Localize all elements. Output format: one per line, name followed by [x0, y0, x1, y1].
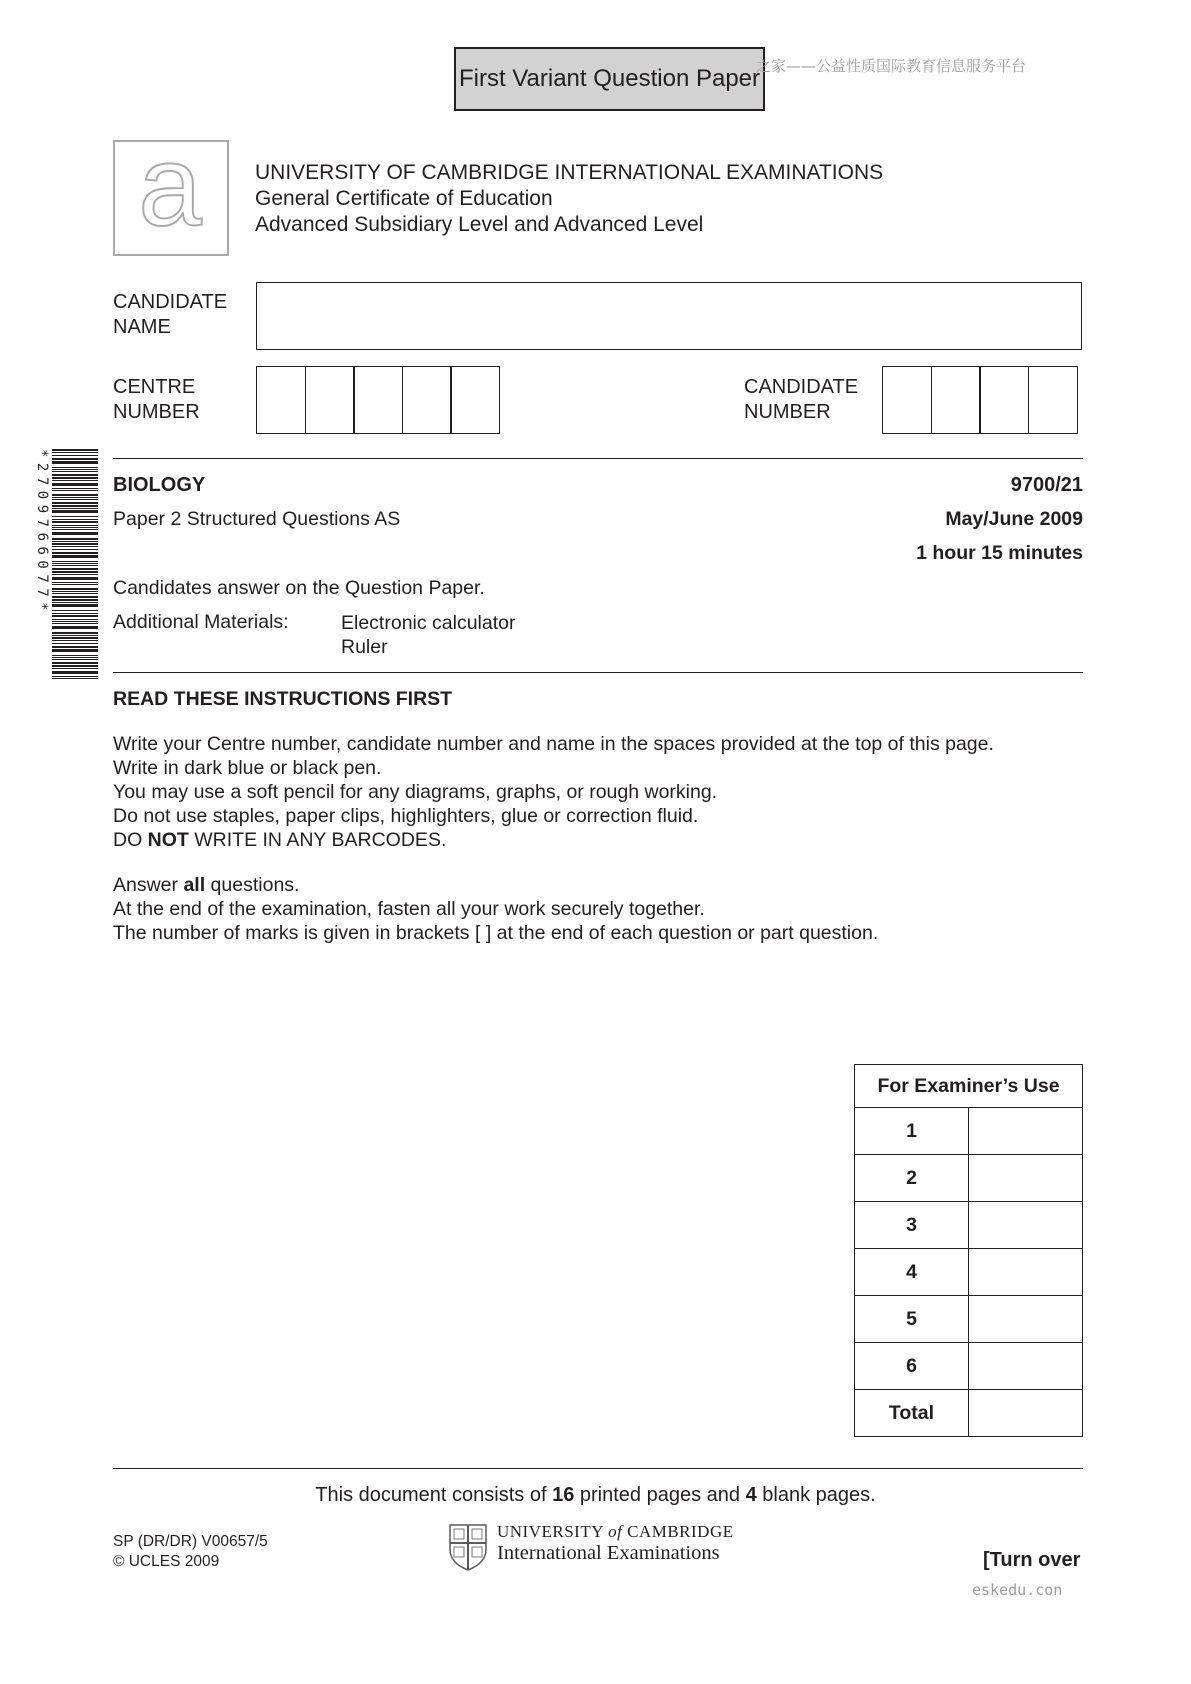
instructions-heading: READ THESE INSTRUCTIONS FIRST [113, 688, 453, 710]
barcode-bar [52, 662, 98, 664]
barcode-bar [52, 582, 98, 583]
page-count-note [0, 1484, 1191, 1507]
question-number: 6 [855, 1343, 969, 1390]
examiner-table-row [855, 1155, 1083, 1202]
material-item: Ruler [341, 636, 388, 658]
barcode-bar [52, 613, 98, 614]
mark-cell[interactable] [969, 1155, 1083, 1202]
barcode-bar [52, 676, 98, 677]
qualification-level: Advanced Subsidiary Level and Advanced Level [255, 213, 704, 236]
barcode-bar [52, 623, 98, 624]
page-count-text: This document consists of [315, 1484, 553, 1506]
barcode-bar [52, 502, 98, 504]
barcode-bar [52, 458, 98, 460]
barcode-bar [52, 505, 98, 507]
watermark-bottom: eskedu.con [972, 1581, 1063, 1599]
barcode-bar [52, 469, 98, 470]
barcode-bar [52, 555, 98, 558]
instruction-line [113, 828, 994, 852]
barcode-bar [52, 488, 98, 489]
barcode-bar [52, 449, 98, 451]
mark-cell[interactable] [969, 1108, 1083, 1155]
centre-number-label-line1: CENTRE [113, 376, 196, 398]
candidate-number-label-line1: CANDIDATE [744, 376, 859, 398]
centre-digit-box[interactable] [402, 366, 452, 434]
qualification: General Certificate of Education [255, 187, 553, 210]
barcode-bar [52, 591, 98, 592]
barcode-bar [52, 632, 98, 634]
barcode-bar [52, 461, 98, 464]
candidate-number-label [744, 375, 858, 425]
barcode-bar [52, 455, 98, 456]
barcode-bar [52, 543, 98, 545]
barcode-bar [52, 655, 98, 656]
barcode-bar [52, 527, 98, 528]
mark-cell[interactable] [969, 1202, 1083, 1249]
barcode-bar [52, 640, 98, 641]
divider-rule [113, 672, 1083, 673]
instruction-text: Answer [113, 874, 184, 896]
barcode [52, 449, 98, 679]
barcode-bar [52, 452, 98, 453]
question-number: 2 [855, 1155, 969, 1202]
divider-rule [113, 1468, 1083, 1469]
barcode-bar [52, 552, 98, 554]
barcode-bar [52, 563, 98, 564]
candidate-number-label-line2: NUMBER [744, 401, 831, 423]
instruction-line: Do not use staples, paper clips, highlighters, glue or correction fluid. [113, 805, 699, 827]
barcode-bar [52, 525, 98, 526]
barcode-bar [52, 643, 98, 644]
candidate-name-label [113, 290, 227, 340]
instructions-block-1 [113, 732, 994, 852]
barcode-bar [52, 521, 98, 523]
instruction-text: DO [113, 829, 148, 851]
mark-cell[interactable] [969, 1390, 1083, 1437]
barcode-bar [52, 596, 98, 598]
centre-digit-box[interactable] [450, 366, 500, 434]
centre-digit-box[interactable] [256, 366, 306, 434]
barcode-bar [52, 483, 98, 486]
copyright: © UCLES 2009 [113, 1553, 220, 1570]
barcode-bar [52, 637, 98, 639]
material-item: Electronic calculator [341, 612, 516, 634]
candidate-name-label-line2: NAME [113, 316, 171, 338]
exam-session: May/June 2009 [945, 508, 1083, 530]
barcode-text: *2709766077* [34, 449, 50, 617]
printed-page-count: 16 [552, 1484, 575, 1506]
variant-label: First Variant Question Paper [454, 47, 765, 111]
examiner-table-row [855, 1343, 1083, 1390]
barcode-bar [52, 519, 98, 520]
barcode-bar [52, 604, 98, 607]
barcode-bar [52, 574, 98, 575]
candidate-digit-box[interactable] [979, 366, 1029, 434]
barcode-bar [52, 649, 98, 652]
centre-number-field[interactable] [256, 366, 500, 434]
instruction-line: The number of marks is given in brackets [ ] at the end of each question or part question. [113, 922, 879, 944]
materials-label: Additional Materials: [113, 611, 289, 633]
candidate-digit-box[interactable] [1028, 366, 1078, 434]
cambridge-wordmark-line2: International Examinations [497, 1542, 720, 1564]
mark-cell[interactable] [969, 1296, 1083, 1343]
barcode-bar [52, 657, 98, 658]
barcode-bar [52, 588, 98, 590]
wordmark-text: of [608, 1522, 623, 1541]
barcode-bar [52, 619, 98, 620]
barcode-bar [52, 538, 98, 540]
barcode-bar [52, 610, 98, 611]
barcode-bar [52, 490, 98, 491]
barcode-bar [52, 480, 98, 481]
examiner-use-table [854, 1064, 1083, 1437]
barcode-bar [52, 529, 98, 530]
barcode-bar [52, 626, 98, 629]
question-number: 3 [855, 1202, 969, 1249]
barcode-bar [52, 508, 98, 509]
centre-digit-box[interactable] [353, 366, 403, 434]
examiner-table-heading: For Examiner’s Use [855, 1065, 1083, 1108]
barcode-bar [52, 541, 98, 542]
barcode-bar [52, 494, 98, 496]
barcode-bar [52, 474, 98, 476]
instruction-line: At the end of the examination, fasten all your work securely together. [113, 898, 705, 920]
candidate-name-field[interactable] [256, 282, 1082, 350]
cambridge-crest-icon [448, 1523, 488, 1571]
barcode-bar [52, 516, 98, 517]
barcode-bar [52, 584, 98, 585]
wordmark-text: CAMBRIDGE [627, 1522, 734, 1541]
barcode-bar [52, 510, 98, 513]
instruction-text: questions. [205, 874, 300, 896]
barcode-bar [52, 646, 98, 648]
paper-title: Paper 2 Structured Questions AS [113, 508, 401, 530]
barcode-bar [52, 668, 98, 669]
barcode-bar [52, 602, 98, 603]
centre-digit-box[interactable] [305, 366, 355, 434]
examiner-table-row [855, 1108, 1083, 1155]
page-count-text: printed pages and [574, 1484, 746, 1506]
instruction-emphasis: all [183, 874, 206, 896]
materials-list [341, 611, 516, 659]
candidate-number-field[interactable] [882, 366, 1078, 434]
blank-page-count: 4 [745, 1484, 757, 1506]
turn-over-note: [Turn over [983, 1549, 1081, 1571]
barcode-bar [52, 471, 98, 472]
cie-logo [113, 140, 229, 256]
barcode-bar [52, 497, 98, 498]
barcode-bar [52, 561, 98, 562]
exam-duration: 1 hour 15 minutes [916, 542, 1083, 564]
centre-number-label-line2: NUMBER [113, 401, 200, 423]
barcode-bar [52, 621, 98, 622]
candidate-digit-box[interactable] [882, 366, 932, 434]
mark-cell[interactable] [969, 1249, 1083, 1296]
question-number: 4 [855, 1249, 969, 1296]
watermark-top: 之家——公益性质国际教育信息服务平台 [756, 57, 1027, 75]
syllabus-code: 9700/21 [1010, 474, 1083, 496]
instruction-line: You may use a soft pencil for any diagrams, graphs, or rough working. [113, 781, 718, 803]
question-number: Total [855, 1390, 969, 1437]
barcode-bar [52, 659, 98, 660]
barcode-bar [52, 615, 98, 617]
barcode-bar [52, 678, 98, 679]
barcode-bar [52, 635, 98, 636]
barcode-bar [52, 568, 98, 570]
barcode-bar [52, 671, 98, 674]
centre-number-label [113, 375, 200, 425]
examiner-table-row [855, 1390, 1083, 1437]
barcode-bar [52, 532, 98, 535]
instruction-line [113, 873, 878, 897]
barcode-bar [52, 571, 98, 573]
exam-board-header [255, 160, 883, 238]
document-reference [113, 1532, 268, 1572]
instruction-text: WRITE IN ANY BARCODES. [188, 829, 447, 851]
examiner-table-row [855, 1296, 1083, 1343]
cambridge-wordmark-line1 [497, 1522, 734, 1542]
barcode-bar [52, 546, 98, 547]
question-number: 5 [855, 1296, 969, 1343]
barcode-bar [52, 477, 98, 479]
barcode-bar [52, 565, 98, 566]
barcode-bar [52, 549, 98, 550]
logo-letter: a [138, 142, 202, 251]
page-count-text: blank pages. [756, 1484, 876, 1506]
barcode-bar [52, 577, 98, 580]
cambridge-wordmark [497, 1522, 734, 1565]
candidate-digit-box[interactable] [931, 366, 981, 434]
barcode-bar [52, 599, 98, 601]
instructions-block-2 [113, 873, 878, 945]
candidate-name-label-line1: CANDIDATE [113, 291, 228, 313]
wordmark-text: UNIVERSITY [497, 1522, 604, 1541]
instruction-line: Write your Centre number, candidate number and name in the spaces provided at the top of this page. [113, 733, 994, 755]
barcode-bar [52, 593, 98, 594]
instruction-line: Write in dark blue or black pen. [113, 757, 382, 779]
instruction-emphasis: NOT [147, 829, 189, 851]
board-name: UNIVERSITY OF CAMBRIDGE INTERNATIONAL EXAMINATIONS [255, 161, 884, 184]
examiner-table-row [855, 1249, 1083, 1296]
divider-rule [113, 458, 1083, 459]
barcode-bar [52, 467, 98, 468]
mark-cell[interactable] [969, 1343, 1083, 1390]
question-number: 1 [855, 1108, 969, 1155]
barcode-bar [52, 665, 98, 667]
reference-code: SP (DR/DR) V00657/5 [113, 1533, 268, 1550]
answer-note: Candidates answer on the Question Paper. [113, 577, 485, 599]
examiner-table-row [855, 1202, 1083, 1249]
subject-name: BIOLOGY [113, 474, 206, 496]
barcode-bar [52, 499, 98, 500]
